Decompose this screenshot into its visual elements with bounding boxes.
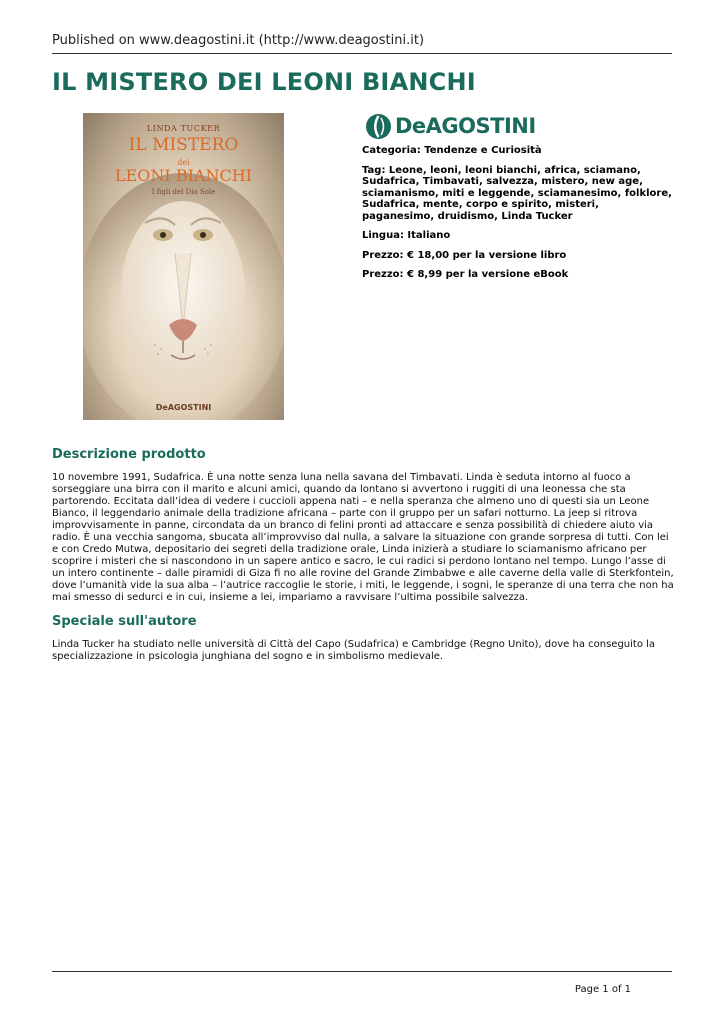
description-heading: Descrizione prodotto <box>52 447 206 462</box>
price-book: Prezzo: € 18,00 per la versione libro <box>362 249 567 261</box>
cover-publisher: DeAGOSTINI <box>155 403 212 412</box>
cover-title-line2: LEONI BIANCHI <box>115 166 252 185</box>
book-cover-image <box>83 113 284 420</box>
author-heading: Speciale sull'autore <box>52 614 197 629</box>
category: Categoria: Tendenze e Curiosità <box>362 145 542 156</box>
product-metadata <box>362 145 674 289</box>
published-on-line: Published on www.deagostini.it (http://www.deagostini.it) <box>52 33 425 48</box>
page-number: Page 1 of 1 <box>574 984 631 995</box>
cover-author: LINDA TUCKER <box>146 124 221 133</box>
tags: Tag: Leone, leoni, leoni bianchi, africa, sciamano, Sudafrica, Timbavati, salvezza, mistero, new age, sciamanismo, miti e leggende, sciamanesimo, folklore, Sudafrica, mente, corpo e spirito, misteri, paganesimo, druidismo, Linda Tucker <box>362 164 672 222</box>
deagostini-globe-icon <box>365 113 392 140</box>
deagostini-logo <box>365 113 540 140</box>
price-ebook: Prezzo: € 8,99 per la versione eBook <box>362 269 569 280</box>
header-divider <box>52 53 672 54</box>
description-text: 10 novembre 1991, Sudafrica. È una notte senza luna nella savana del Timbavati. Linda è seduta intorno al fuoco a sorseggiare una birra con il marito e alcuni amici, quando da lontano si avvertono i ruggiti di una leonessa che sta partorendo. Eccitata dall’idea di vedere i cuccioli appena nati – e nella speranza che almeno uno di questi sia un Leone Bianco, il leggendario animale della tradizione africana – parte con il gruppo per un safari notturno. La jeep si ritrova improvvisamente in panne, circondata da un branco di felini pronti ad attaccare e senza possibilità di chiedere aiuto via radio. È una vecchia sangoma, sbucata all’improvviso dal nulla, a salvare la situazione con grande sorpresa di tutti. Con lei e con Credo Mutwa, depositario dei segreti della tradizione orale, Linda inizierà a studiare lo sciamanismo africano per scoprire i misteri che si nascondono in un sapere antico e sacro, le cui radici si perdono lontano nel tempo. Lungo l’asse di un intero continente – dalle piramidi di Giza fi no alle rovine del Grande Zimbabwe e alle caverne della valle di Sterkfontein, dove l’umanità vide la sua alba – l’autrice raccoglie le storie, i miti, le leggende, i sogni, le speranze di una terra che non ha mai smesso di sedurci e in cui, insieme a lei, impariamo a ravvisare l’ultima possibile salvezza. <box>52 472 674 603</box>
footer-divider <box>52 971 672 972</box>
author-text: Linda Tucker ha studiato nelle università di Città del Capo (Sudafrica) e Cambridge (Regno Unito), dove ha conseguito la specializzazione in psicologia junghiana del sogno e in simbolismo medievale. <box>52 639 656 662</box>
cover-title-line1: IL MISTERO <box>128 135 239 155</box>
cover-title-dei: dei <box>177 158 190 167</box>
cover-subtitle: I figli del Dio Sole <box>151 188 216 196</box>
page-title: IL MISTERO DEI LEONI BIANCHI <box>52 68 476 96</box>
logo-text: DeAGOSTINI <box>395 114 536 138</box>
language: Lingua: Italiano <box>362 230 451 241</box>
